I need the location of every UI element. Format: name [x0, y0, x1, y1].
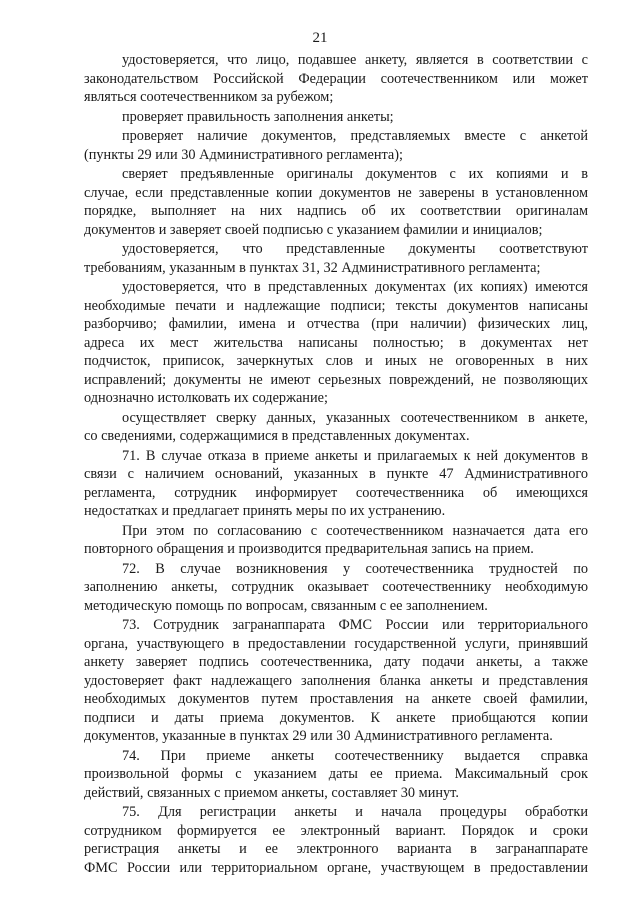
paragraph	[84, 108, 588, 127]
text-line: удостоверяется, что лицо, подавшее анкету, является в соответствии с	[122, 52, 588, 68]
text-line: порядке, выполняет на них надпись об их соответствии оригиналам	[84, 203, 588, 219]
text-line: проверяет наличие документов, представляемых вместе с анкетой	[122, 128, 588, 144]
paragraph	[84, 51, 588, 107]
text-line: проверяет правильность заполнения анкеты;	[122, 108, 394, 125]
paragraph	[84, 278, 588, 408]
text-line: недостатках и предлагает принять меры по их устранению.	[84, 503, 446, 519]
text-line: однозначно истолковать их содержание;	[84, 390, 328, 406]
text-line: случае, если представленные копии документов не заверены в установленном	[84, 184, 588, 201]
text-line: являться соотечественником за рубежом;	[84, 89, 334, 105]
text-line: 74. При приеме анкеты соотечественнику выдается справка	[122, 747, 588, 764]
text-line: подчисток, приписок, зачеркнутых слов и иных не оговоренных в них	[84, 353, 588, 369]
text-line: При этом по согласованию с соотечественником назначается дата его	[122, 522, 588, 539]
paragraph	[84, 560, 588, 616]
text-line: адреса их мест жительства написаны полностью; в документах нет	[84, 334, 588, 351]
paragraph	[84, 447, 588, 521]
paragraph	[84, 747, 588, 803]
text-line: сотрудником формируется ее электронный вариант. Порядок и сроки	[84, 822, 588, 839]
text-line: связи с наличием оснований, указанных в пункте 47 Административного	[84, 466, 588, 482]
paragraph	[84, 803, 588, 877]
text-line: регламента, сотрудник информирует соотечественника об имеющихся	[84, 484, 588, 501]
text-line: законодательством Российской Федерации соотечественником или может	[84, 70, 588, 87]
text-line: заполнению анкеты, сотрудник оказывает соотечественнику необходимую	[84, 579, 588, 595]
text-line: разборчиво; фамилии, имена и отчества (при наличии) физических лиц,	[84, 316, 588, 332]
text-line: повторного обращения и производится предварительная запись на прием.	[84, 541, 534, 557]
paragraph	[84, 409, 588, 446]
text-line: 75. Для регистрации анкеты и начала процедуры обработки	[122, 804, 588, 820]
text-line: необходимые печати и надлежащие подписи; тексты документов написаны	[84, 297, 588, 314]
text-line: органа, участвующего в предоставлении государственной услуги, принявший	[84, 635, 588, 652]
text-line: документов, указанные в пунктах 29 или 30 Административного регламента.	[84, 728, 553, 744]
page-number: 21	[312, 30, 328, 46]
text-line: методическую помощь по вопросам, связанным с ее заполнением.	[84, 597, 488, 614]
text-line: регистрация анкеты и ее электронного варианта в загранаппарате	[84, 841, 588, 857]
text-line: требованиям, указанным в пунктах 31, 32 Административного регламента;	[84, 259, 541, 276]
text-line: удостоверяется, что представленные документы соответствуют	[122, 241, 588, 257]
text-line: действий, связанных с приемом анкеты, составляет 30 минут.	[84, 784, 459, 801]
text-line: ФМС России или территориальном органе, участвующем в предоставлении	[84, 859, 588, 876]
paragraph	[84, 240, 588, 277]
text-line: (пункты 29 или 30 Административного регламента);	[84, 146, 403, 163]
text-line: документов и заверяет своей подписью с указанием фамилии и инициалов;	[84, 221, 543, 238]
paragraph	[84, 522, 588, 559]
text-line: удостоверяет факт надлежащего заполнения бланка анкеты и представления	[84, 672, 588, 689]
text-line: 71. В случае отказа в приеме анкеты и прилагаемых к ней документов в	[122, 447, 588, 464]
text-line: осуществляет сверку данных, указанных соотечественником в анкете,	[122, 409, 588, 426]
paragraph	[84, 616, 588, 746]
text-line: со сведениями, содержащимися в представленных документах.	[84, 428, 470, 444]
text-line: произвольной формы с указанием даты ее приема. Максимальный срок	[84, 766, 588, 782]
paragraph	[84, 127, 588, 164]
text-line: 73. Сотрудник загранаппарата ФМС России или территориального	[122, 617, 588, 633]
text-line: исправлений; документы не имеют серьезных повреждений, не позволяющих	[84, 371, 588, 388]
text-line: 72. В случае возникновения у соотечественника трудностей по	[122, 560, 588, 577]
document-body	[84, 51, 588, 878]
paragraph	[84, 165, 588, 239]
text-line: сверяет предъявленные оригиналы документов с их копиями и в	[122, 166, 588, 182]
text-line: необходимых документов путем проставления на анкете своей фамилии,	[84, 691, 588, 707]
text-line: анкету заверяет подпись соотечественника, дату подачи анкеты, а также	[84, 654, 588, 670]
text-line: подписи и даты приема документов. К анкете приобщаются копии	[84, 709, 588, 726]
text-line: удостоверяется, что в представленных документах (их копиях) имеются	[122, 279, 588, 295]
